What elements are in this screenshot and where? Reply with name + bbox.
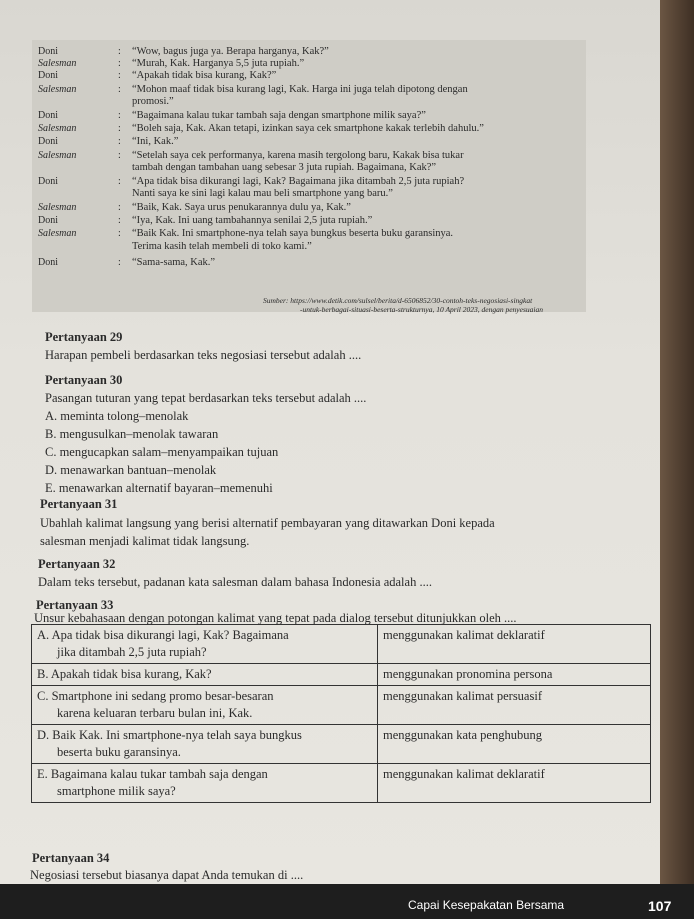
question-29-text: Harapan pembeli berdasarkan teks negosiasi tersebut adalah ....: [45, 348, 362, 362]
dialog-colon: :: [118, 136, 121, 147]
dialog-speaker: Doni: [38, 136, 58, 147]
dialog-colon: :: [118, 228, 121, 239]
question-34-title: Pertanyaan 34: [32, 851, 110, 865]
dialog-utterance: “Mohon maaf tidak bisa kurang lagi, Kak. Harga ini juga telah dipotong dengan: [132, 84, 468, 95]
dialog-speaker: Salesman: [38, 58, 77, 69]
question-30-option-c: C. mengucapkan salam–menyampaikan tujuan: [45, 445, 279, 459]
dialog-speaker: Salesman: [38, 202, 77, 213]
dialog-colon: :: [118, 84, 121, 95]
dialog-colon: :: [118, 110, 121, 121]
dialog-colon: :: [118, 257, 121, 268]
answer-sentence-line-1: A. Apa tidak bisa dikurangi lagi, Kak? Bagaimana: [37, 628, 289, 642]
dialog-utterance: “Bagaimana kalau tukar tambah saja dengan smartphone milik saya?”: [132, 110, 426, 121]
dialog-speaker: Doni: [38, 70, 58, 81]
dialog-utterance: “Murah, Kak. Harganya 5,5 juta rupiah.”: [132, 58, 305, 69]
answer-feature-cell: menggunakan kalimat persuasif: [378, 686, 651, 725]
answer-row: [32, 664, 651, 686]
dialog-speaker: Salesman: [38, 123, 77, 134]
question-29-title: Pertanyaan 29: [45, 330, 123, 344]
dialog-colon: :: [118, 58, 121, 69]
dialog-speaker: Doni: [38, 110, 58, 121]
question-32-title: Pertanyaan 32: [38, 557, 116, 571]
dialog-utterance: “Apa tidak bisa dikurangi lagi, Kak? Bagaimana jika ditambah 2,5 juta rupiah?: [132, 176, 465, 187]
answer-sentence-line-2: jika ditambah 2,5 juta rupiah?: [57, 645, 207, 659]
question-32-text: Dalam teks tersebut, padanan kata salesman dalam bahasa Indonesia adalah ....: [38, 575, 432, 589]
desk-background: [660, 0, 694, 919]
answer-row: [32, 764, 651, 803]
answer-sentence-line-2: beserta buku garansinya.: [57, 745, 181, 759]
answer-sentence-cell: [32, 625, 378, 664]
answer-sentence-line-1: B. Apakah tidak bisa kurang, Kak?: [37, 667, 212, 681]
question-31-line-2: salesman menjadi kalimat tidak langsung.: [40, 534, 250, 548]
dialog-speaker: Doni: [38, 46, 58, 57]
question-30-text: Pasangan tuturan yang tepat berdasarkan teks tersebut adalah ....: [45, 391, 367, 405]
source-line-2: -untuk-berbagai-situasi-beserta-strukturnya, 10 April 2023, dengan penyesuaian: [300, 305, 543, 314]
dialog-utterance: “Baik, Kak. Saya urus penukarannya dulu ya, Kak.”: [132, 202, 351, 213]
answer-sentence-cell: [32, 725, 378, 764]
dialog-utterance: “Setelah saya cek performanya, karena masih tergolong baru, Kakak bisa tukar: [132, 150, 464, 161]
dialog-speaker: Doni: [38, 215, 58, 226]
dialog-colon: :: [118, 123, 121, 134]
dialog-colon: :: [118, 215, 121, 226]
answer-feature-cell: menggunakan kata penghubung: [378, 725, 651, 764]
question-33-answer-table: [31, 624, 651, 803]
question-30-option-b: B. mengusulkan–menolak tawaran: [45, 427, 219, 441]
question-30-option-d: D. menawarkan bantuan–menolak: [45, 463, 217, 477]
question-34-text: Negosiasi tersebut biasanya dapat Anda temukan di ....: [30, 868, 304, 882]
dialog-utterance: “Sama-sama, Kak.”: [132, 257, 216, 268]
dialog-speaker: Salesman: [38, 228, 77, 239]
source-line-1: Sumber: https://www.detik.com/sulsel/berita/d-6506852/30-contoh-teks-negosiasi-singkat: [263, 296, 533, 305]
answer-sentence-cell: [32, 664, 378, 686]
answer-row: [32, 725, 651, 764]
answer-sentence-line-2: karena keluaran terbaru bulan ini, Kak.: [57, 706, 253, 720]
footer-chapter-label: Capai Kesepakatan Bersama: [408, 898, 565, 912]
question-30-title: Pertanyaan 30: [45, 373, 123, 387]
dialog-colon: :: [118, 150, 121, 161]
dialog-utterance: tambah dengan tambahan uang sebesar 3 juta rupiah. Bagaimana, Kak?”: [132, 162, 437, 173]
page-number: 107: [648, 898, 672, 914]
question-33-title: Pertanyaan 33: [36, 598, 114, 612]
dialog-utterance: “Wow, bagus juga ya. Berapa harganya, Kak?”: [132, 46, 329, 57]
question-30-option-a: A. meminta tolong–menolak: [45, 409, 189, 423]
answer-sentence-line-1: C. Smartphone ini sedang promo besar-besaran: [37, 689, 274, 703]
dialog-utterance: promosi.”: [132, 96, 174, 107]
dialog-colon: :: [118, 176, 121, 187]
answer-row: [32, 625, 651, 664]
dialog-utterance: “Ini, Kak.”: [132, 136, 179, 147]
question-30-option-e: E. menawarkan alternatif bayaran–memenuhi: [45, 481, 273, 495]
answer-feature-cell: menggunakan pronomina persona: [378, 664, 651, 686]
answer-sentence-cell: [32, 764, 378, 803]
answer-sentence-line-1: E. Bagaimana kalau tukar tambah saja dengan: [37, 767, 268, 781]
dialog-utterance: “Baik Kak. Ini smartphone-nya telah saya bungkus beserta buku garansinya.: [132, 228, 454, 239]
question-31-line-1: Ubahlah kalimat langsung yang berisi alternatif pembayaran yang ditawarkan Doni kepada: [40, 516, 495, 530]
answer-sentence-cell: [32, 686, 378, 725]
answer-feature-cell: menggunakan kalimat deklaratif: [378, 764, 651, 803]
dialog-colon: :: [118, 202, 121, 213]
dialog-utterance: “Iya, Kak. Ini uang tambahannya senilai 2,5 juta rupiah.”: [132, 215, 373, 226]
question-31-title: Pertanyaan 31: [40, 497, 118, 511]
answer-row: [32, 686, 651, 725]
dialog-speaker: Doni: [38, 176, 58, 187]
answer-sentence-line-1: D. Baik Kak. Ini smartphone-nya telah saya bungkus: [37, 728, 302, 742]
answer-feature-cell: menggunakan kalimat deklaratif: [378, 625, 651, 664]
footer-bar: [0, 884, 694, 919]
dialog-speaker: Doni: [38, 257, 58, 268]
dialog-utterance: “Boleh saja, Kak. Akan tetapi, izinkan saya cek smartphone kakak terlebih dahulu.”: [132, 123, 484, 134]
dialog-colon: :: [118, 46, 121, 57]
dialog-speaker: Salesman: [38, 150, 77, 161]
dialog-utterance: Nanti saya ke sini lagi kalau mau beli smartphone yang baru.”: [132, 188, 393, 199]
answer-sentence-line-2: smartphone milik saya?: [57, 784, 176, 798]
dialog-speaker: Salesman: [38, 84, 77, 95]
dialog-colon: :: [118, 70, 121, 81]
question-33-text: Unsur kebahasaan dengan potongan kalimat yang tepat pada dialog tersebut ditunjukkan oleh ....: [34, 611, 517, 625]
dialog-utterance: Terima kasih telah membeli di toko kami.”: [132, 241, 312, 252]
dialog-utterance: “Apakah tidak bisa kurang, Kak?”: [132, 70, 277, 81]
